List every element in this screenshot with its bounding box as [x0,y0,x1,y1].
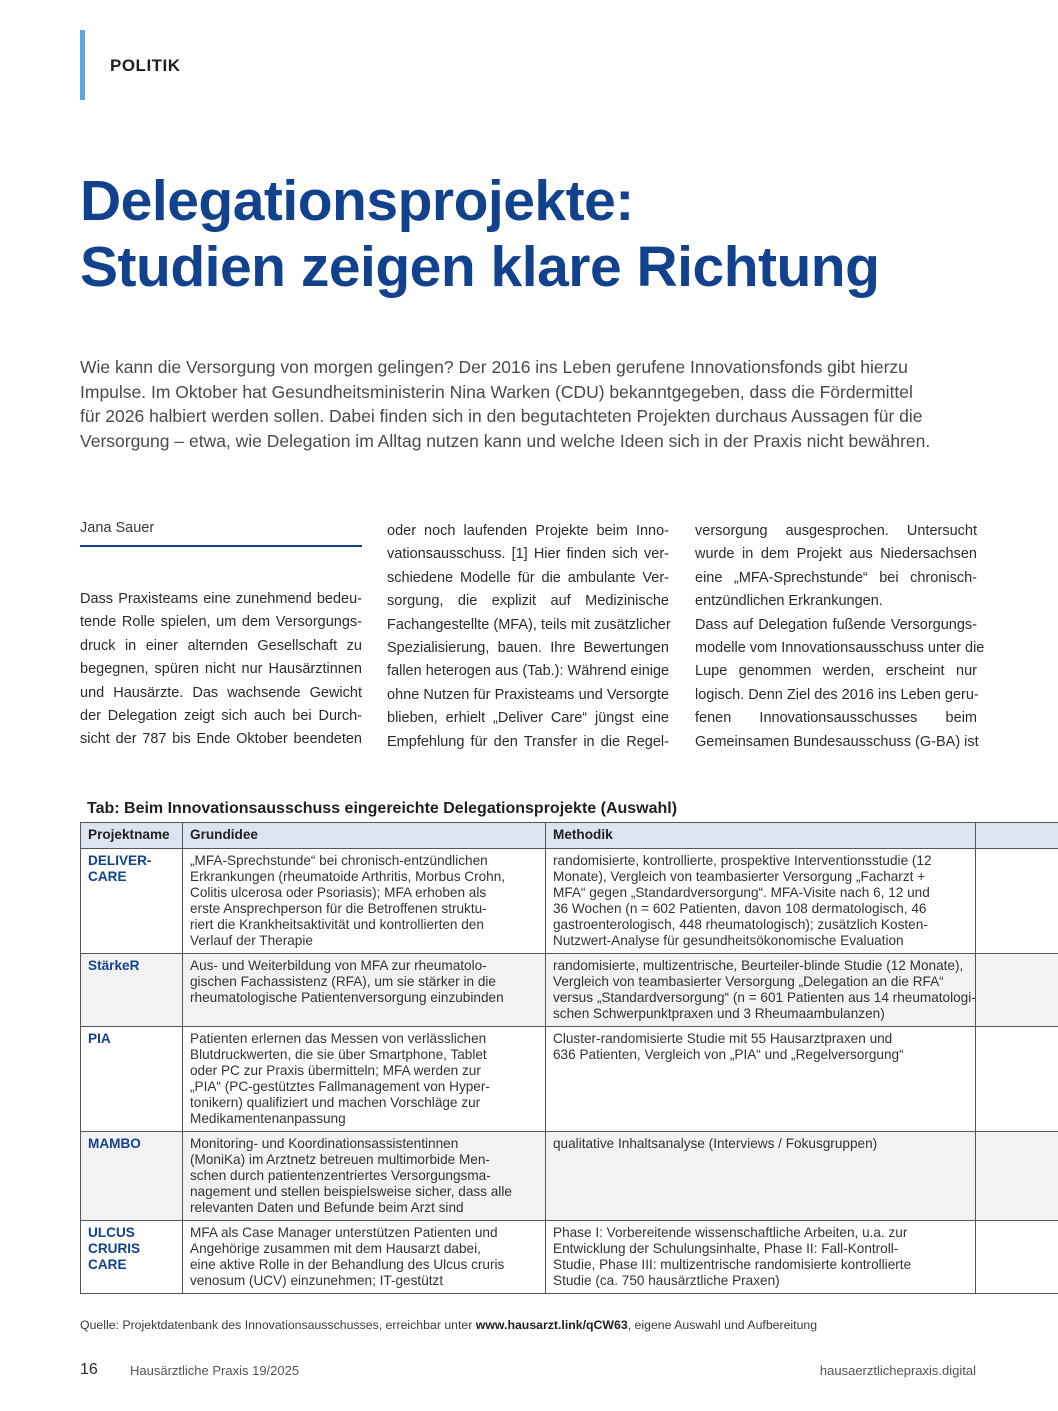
body-line: druck in einer alternden Gesellschaft zu [80,637,362,654]
lead-line: Versorgung – etwa, wie Delegation im Alltag nutzen kann und welche Ideen sich in der Praxis nicht bewähren. [80,430,931,451]
grundidee-cell-line: Colitis ulcerosa oder Psoriasis); MFA erhoben als [190,885,487,900]
table-header-row [81,823,1058,849]
project-name-cell-line: CARE [88,869,127,884]
body-line: ohne Nutzen für Praxisteams und Versorgte [387,686,669,703]
project-name-cell [81,1132,183,1221]
grundidee-cell-line: venosum (UCV) einzunehmen; IT-gestützt [190,1273,444,1288]
grundidee-cell-line: Erkrankungen (rheumatoide Arthritis, Morbus Crohn, [190,869,506,884]
table-row [81,1221,1058,1294]
column-header-empty [976,823,1058,849]
grundidee-cell [183,1221,546,1294]
project-name-cell-line: MAMBO [88,1136,141,1151]
body-line: Lupe genommen werden, erscheint nur [695,663,977,680]
author-name: Jana Sauer [80,520,155,536]
body-line: sorgung, die explizit auf Medizinische [387,593,669,610]
methodik-cell-line: Cluster-randomisierte Studie mit 55 Hausarztpraxen und [553,1031,893,1046]
body-line: versorgung ausgesprochen. Untersucht [695,523,977,539]
body-line: blieben, erhielt „Deliver Care“ jüngst eine [387,710,669,727]
body-line: schiedene Modelle für die ambulante Ver- [387,569,669,586]
project-name-cell-line: ULCUS [88,1225,135,1240]
methodik-cell-line: randomisierte, multizentrische, Beurteiler-blinde Studie (12 Monate), [553,958,964,973]
methodik-cell-line: Studie (ca. 750 hausärztliche Praxen) [553,1273,780,1288]
project-name-cell-line: PIA [88,1031,111,1046]
grundidee-cell-line: „PIA“ (PC-gestütztes Fallmanagement von Hyper- [190,1079,490,1094]
grundidee-cell-line: relevanten Daten und Befunde beim Arzt sind [190,1200,464,1215]
grundidee-cell-line: Patienten erlernen das Messen von verlässlichen [190,1031,487,1046]
empty-cell [976,1132,1058,1221]
grundidee-cell-line: schen durch patientenzentriertes Versorgungsma- [190,1168,491,1183]
methodik-cell [546,1132,976,1221]
body-line: tende Rolle spielen, um dem Versorgungs- [80,614,362,631]
body-line: fallen heterogen aus (Tab.): Während einige [387,663,670,680]
methodik-cell-line: Monate), Vergleich von teambasierter Versorgung „Facharzt + [553,869,926,884]
grundidee-cell-line: Angehörige zusammen mit dem Hausarzt dabei, [190,1241,481,1256]
methodik-cell [546,849,976,954]
section-accent-bar [80,30,85,100]
body-line: Empfehlung für den Transfer in die Regel- [387,733,669,750]
table-source [80,1318,817,1332]
column-header-methodik: Methodik [546,823,976,849]
body-line: eine „MFA-Sprechstunde“ bei chronisch- [695,569,977,586]
grundidee-cell-line: gischen Fachassistenz (RFA), um sie stärker in die [190,974,496,989]
project-name-cell-line: StärkeR [88,958,140,973]
website-url[interactable]: hausaerztlichepraxis.digital [819,1363,976,1378]
page-number: 16 [80,1361,98,1378]
table-row [81,1027,1058,1132]
grundidee-cell-line: Monitoring- und Koordinationsassistentinnen [190,1136,459,1151]
methodik-cell-line: Phase I: Vorbereitende wissenschaftliche Arbeiten, u.a. zur [553,1225,908,1240]
project-name-cell [81,1221,183,1294]
methodik-cell-line: 636 Patienten, Vergleich von „PIA“ und „Regelversorgung“ [553,1047,904,1062]
grundidee-cell-line: Verlauf der Therapie [190,933,313,948]
project-name-cell [81,849,183,954]
grundidee-cell-line: erste Ansprechperson für die Betroffenen struktu- [190,901,487,916]
headline-line: Studien zeigen klare Richtung [80,235,880,299]
body-line: vationsausschuss. [1] Hier finden sich ver- [387,546,669,563]
grundidee-cell-line: (MoniKa) im Arztnetz betreuen multimorbide Men- [190,1152,490,1167]
table-body [81,849,1058,1294]
journal-issue: Hausärztliche Praxis 19/2025 [130,1363,300,1378]
grundidee-cell-line: Aus- und Weiterbildung von MFA zur rheumatolo- [190,958,487,973]
grundidee-cell-line: Medikamentenanpassung [190,1111,346,1126]
headline [80,168,1040,300]
methodik-cell-line: 36 Wochen (n = 602 Patienten, davon 108 dermatologisch, 46 [553,901,927,916]
methodik-cell [546,1027,976,1132]
body-line: wurde in dem Projekt aus Niedersachsen [695,546,977,563]
methodik-cell-line: schen Schwerpunktpraxen und 3 Rheumaambulanzen) [553,1006,885,1021]
lead-paragraph [80,355,980,453]
section-label: POLITIK [110,56,181,75]
grundidee-cell [183,1027,546,1132]
project-name-cell-line: CRURIS [88,1241,141,1256]
grundidee-cell-line: rheumatologische Patientenversorgung einzubinden [190,990,504,1005]
body-line: und Hausärzte. Das wachsende Gewicht [80,684,362,701]
table-row [81,849,1058,954]
headline-line: Delegationsprojekte: [80,169,634,233]
grundidee-cell-line: Blutdruckwerten, die sie über Smartphone, Tablet [190,1047,487,1062]
methodik-cell-line: Studie, Phase III: multizentrische randomisierte kontrollierte [553,1257,912,1272]
source-text-suffix: , eigene Auswahl und Aufbereitung [627,1318,818,1332]
body-line: fenen Innovationsausschusses beim [695,710,977,727]
project-name-cell [81,1027,183,1132]
body-line: logisch. Denn Ziel des 2016 ins Leben geru- [695,686,979,703]
body-line: Dass Praxisteams eine zunehmend bedeu- [80,591,362,607]
methodik-cell-line: gastroenterologisch, 448 rheumatologisch); zusätzlich Kosten- [553,917,928,932]
grundidee-cell [183,849,546,954]
body-column-1 [80,588,362,752]
body-line: modelle vom Innovationsausschuss unter die [695,640,985,657]
body-line: Gemeinsamen Bundesausschuss (G-BA) ist [695,733,979,750]
column-header-grundidee: Grundidee [183,823,546,849]
body-line: Fachangestellte (MFA), teils mit zusätzlicher [387,616,671,633]
body-column-3 [695,520,985,754]
methodik-cell [546,954,976,1027]
body-line: entzündlichen Erkrankungen. [695,593,883,610]
table-row [81,1132,1058,1221]
grundidee-cell-line: eine aktive Rolle in der Behandlung des Ulcus cruris [190,1257,505,1272]
body-line: Dass auf Delegation fußende Versorgungs- [695,616,977,633]
empty-cell [976,954,1058,1027]
methodik-cell-line: Entwicklung der Schulungsinhalte, Phase II: Fall-Kontroll- [553,1241,899,1256]
table-row [81,954,1058,1027]
grundidee-cell-line: MFA als Case Manager unterstützen Patienten und [190,1225,498,1240]
methodik-cell-line: Vergleich von teambasierter Versorgung „Delegation an die RFA“ [553,974,944,989]
empty-cell [976,1027,1058,1132]
project-name-cell-line: CARE [88,1257,127,1272]
body-line: Spezialisierung, bauen. Ihre Bewertungen [387,640,669,657]
project-name-cell [81,954,183,1027]
lead-line: für 2026 halbiert werden sollen. Dabei finden sich in den begutachteten Projekten durchaus Aussagen für die [80,406,923,426]
body-line: oder noch laufenden Projekte beim Inno- [387,523,669,539]
grundidee-cell [183,954,546,1027]
methodik-cell-line: MFA“ gegen „Standardversorgung“. MFA-Visite nach 6, 12 und [553,885,930,900]
grundidee-cell-line: riert die Krankheitsaktivität und kontrollierten den [190,917,484,932]
table-title: Tab: Beim Innovationsausschuss eingereichte Delegationsprojekte (Auswahl) [87,800,678,817]
methodik-cell [546,1221,976,1294]
methodik-cell-line: versus „Standardversorgung“ (n = 601 Patienten aus 14 rheumatologi- [553,990,976,1005]
body-line: begegnen, spüren nicht nur Hausärztinnen [80,661,362,678]
source-link[interactable]: www.hausarzt.link/qCW63 [475,1318,628,1332]
lead-line: Wie kann die Versorgung von morgen gelingen? Der 2016 ins Leben gerufene Innovationsfonds gibt hierzu [80,357,908,377]
projects-table [80,822,1058,1294]
grundidee-cell-line: oder PC zur Praxis übermitteln; MFA werden zur [190,1063,481,1078]
empty-cell [976,1221,1058,1294]
grundidee-cell-line: „MFA-Sprechstunde“ bei chronisch-entzündlichen [190,853,488,868]
body-column-2 [387,520,669,754]
grundidee-cell-line: nagement und stellen beispielsweise sicher, dass alle [190,1184,512,1199]
source-text: Quelle: Projektdatenbank des Innovationsausschusses, erreichbar unter [80,1318,476,1332]
grundidee-cell [183,1132,546,1221]
grundidee-cell-line: tonikern) qualifiziert und machen Vorschläge zur [190,1095,481,1110]
project-name-cell-line: DELIVER- [88,853,152,868]
empty-cell [976,849,1058,954]
body-line: sicht der 787 bis Ende Oktober beendeten [80,731,362,748]
author-divider [80,545,362,547]
methodik-cell-line: randomisierte, kontrollierte, prospektive Interventionsstudie (12 [553,853,932,868]
methodik-cell-line: qualitative Inhaltsanalyse (Interviews / Fokusgruppen) [553,1136,878,1151]
lead-line: Impulse. Im Oktober hat Gesundheitsministerin Nina Warken (CDU) bekanntgegeben, dass die Fördermittel [80,381,913,402]
column-header-projektname: Projektname [81,823,183,849]
body-line: der Delegation zeigt sich auch bei Durch- [80,708,362,725]
methodik-cell-line: Nutzwert-Analyse für gesundheitsökonomische Evaluation [553,933,904,948]
